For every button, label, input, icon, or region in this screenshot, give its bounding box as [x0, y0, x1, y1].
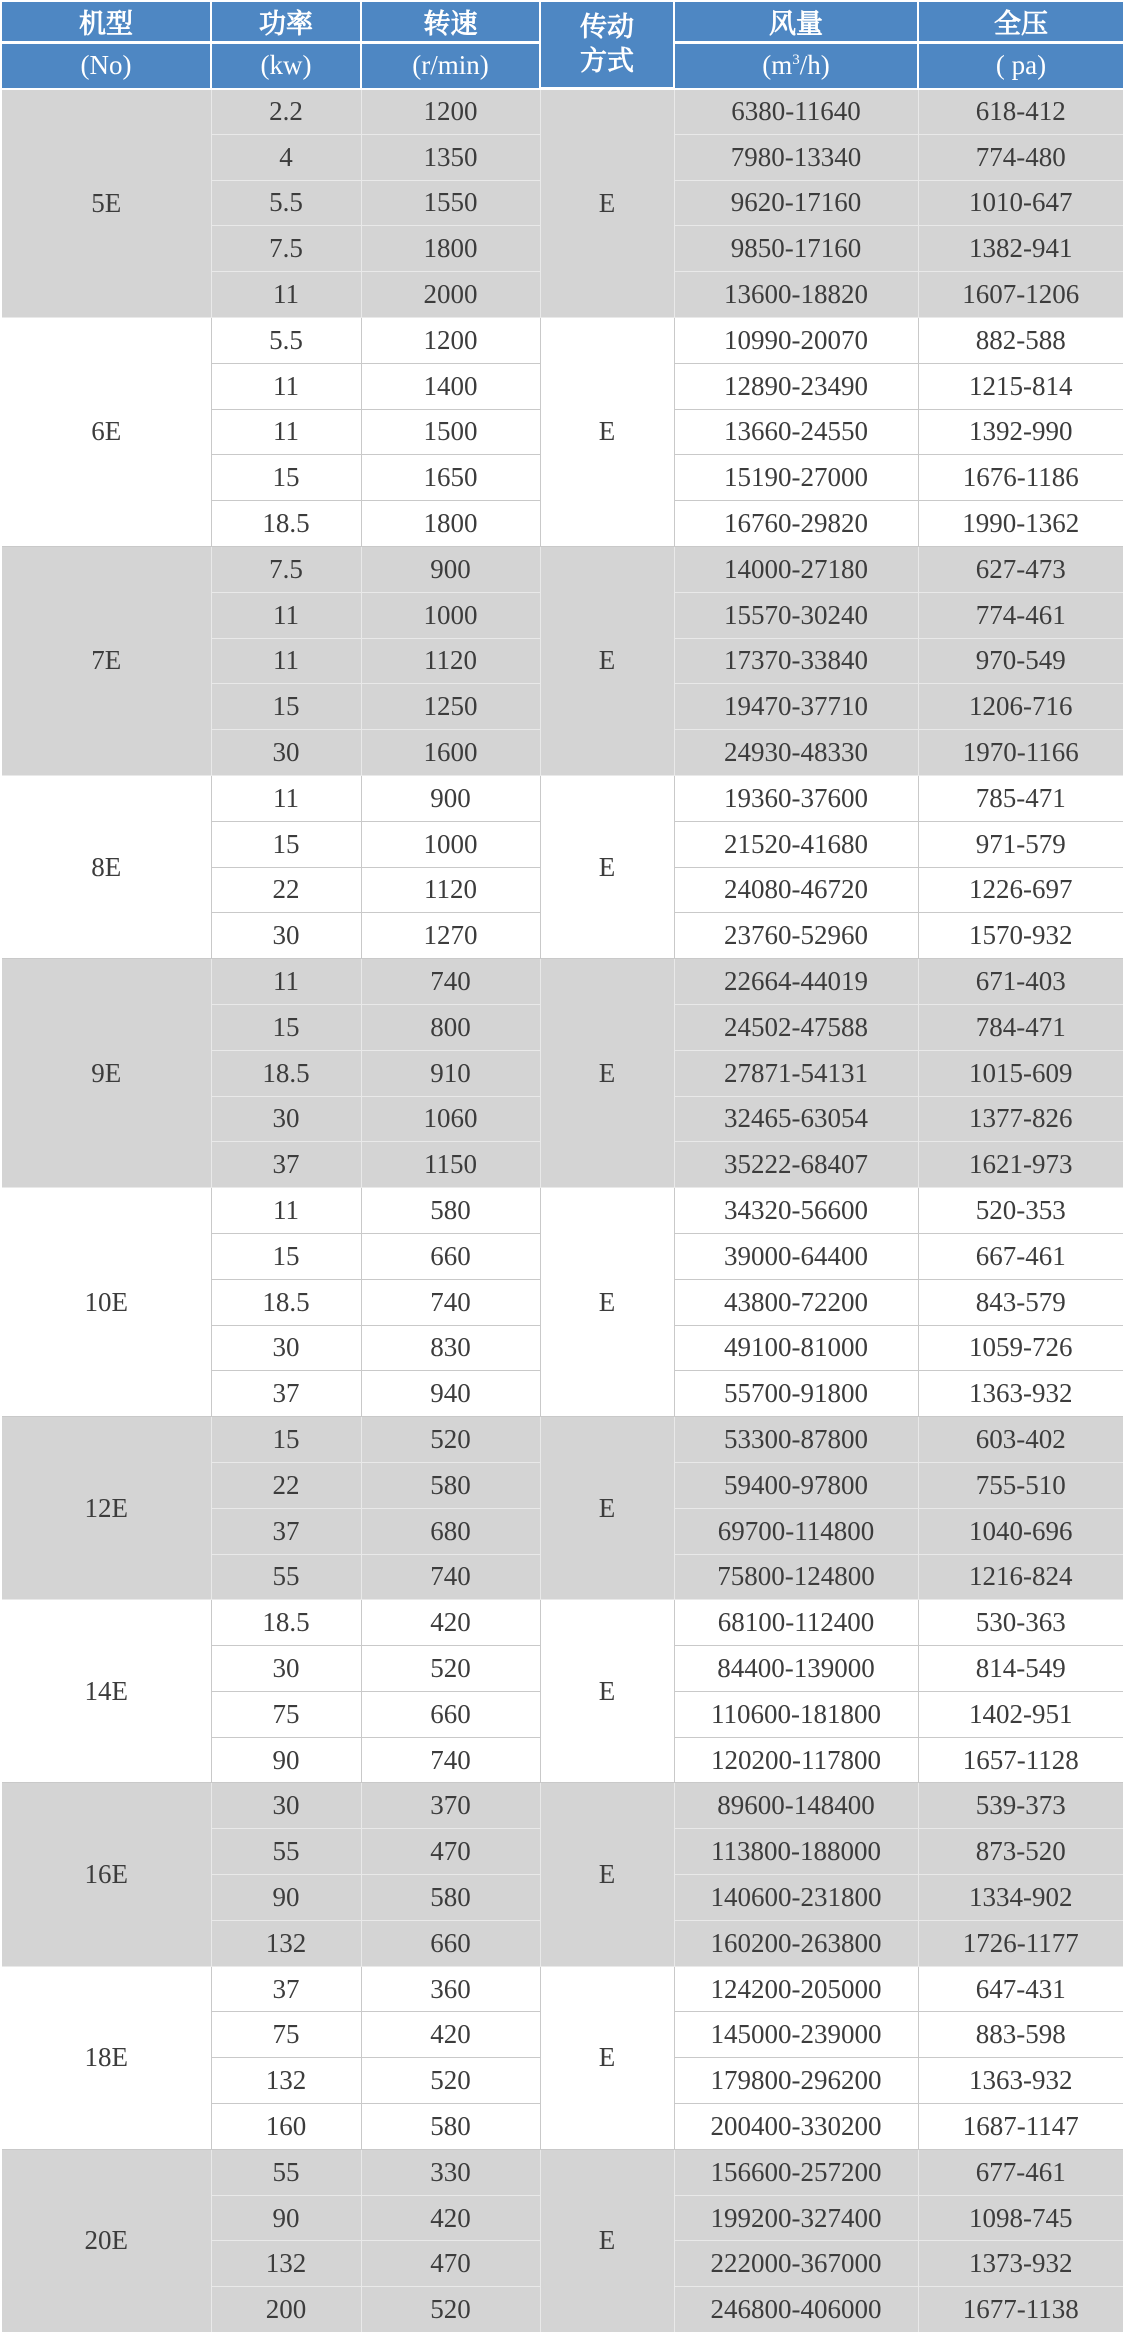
- power-cell: 30: [211, 730, 361, 776]
- drive-cell: E: [540, 317, 674, 546]
- power-cell: 15: [211, 684, 361, 730]
- power-cell: 30: [211, 1783, 361, 1829]
- power-unit-label: (kw): [260, 50, 312, 81]
- pressure-cell: 647-431: [918, 1966, 1123, 2012]
- table-row: [1, 1783, 1123, 1829]
- speed-cell: 420: [361, 1600, 540, 1646]
- pressure-cell: 873-520: [918, 1829, 1123, 1875]
- pressure-cell: 843-579: [918, 1279, 1123, 1325]
- table-body: [1, 89, 1123, 2333]
- airflow-cell: 27871-54131: [674, 1050, 918, 1096]
- power-cell: 11: [211, 1188, 361, 1234]
- power-cell: 5.5: [211, 180, 361, 226]
- airflow-cell: 10990-20070: [674, 317, 918, 363]
- pressure-cell: 667-461: [918, 1233, 1123, 1279]
- speed-cell: 1200: [361, 89, 540, 135]
- airflow-cell: 19470-37710: [674, 684, 918, 730]
- speed-cell: 1600: [361, 730, 540, 776]
- pressure-cell: 627-473: [918, 546, 1123, 592]
- speed-cell: 910: [361, 1050, 540, 1096]
- header-pressure: [918, 1, 1123, 43]
- pressure-cell: 1726-1177: [918, 1920, 1123, 1966]
- airflow-unit-label: $(m^3/h)$: [762, 50, 830, 81]
- speed-cell: 1550: [361, 180, 540, 226]
- airflow-cell: 23760-52960: [674, 913, 918, 959]
- power-cell: 75: [211, 2012, 361, 2058]
- pressure-cell: 671-403: [918, 959, 1123, 1005]
- airflow-cell: 12890-23490: [674, 363, 918, 409]
- pressure-cell: 1607-1206: [918, 272, 1123, 318]
- table-row: [1, 1188, 1123, 1234]
- power-cell: 37: [211, 1508, 361, 1554]
- drive-cell: E: [540, 1417, 674, 1600]
- airflow-cell: 6380-11640: [674, 89, 918, 135]
- speed-cell: 660: [361, 1920, 540, 1966]
- pressure-cell: 755-510: [918, 1462, 1123, 1508]
- airflow-cell: 246800-406000: [674, 2287, 918, 2333]
- pressure-cell: 1010-647: [918, 180, 1123, 226]
- drive-cell: E: [540, 1188, 674, 1417]
- airflow-cell: 24080-46720: [674, 867, 918, 913]
- speed-cell: 800: [361, 1004, 540, 1050]
- airflow-cell: 113800-188000: [674, 1829, 918, 1875]
- pressure-cell: 1098-745: [918, 2195, 1123, 2241]
- speed-cell: 2000: [361, 272, 540, 318]
- pressure-cell: 1015-609: [918, 1050, 1123, 1096]
- header-airflow-label: 风量: [769, 9, 823, 39]
- speed-cell: 1000: [361, 821, 540, 867]
- speed-cell: 1150: [361, 1142, 540, 1188]
- airflow-cell: 24502-47588: [674, 1004, 918, 1050]
- airflow-cell: 110600-181800: [674, 1691, 918, 1737]
- model-cell: 12E: [1, 1417, 211, 1600]
- speed-cell: 1400: [361, 363, 540, 409]
- speed-cell: 1500: [361, 409, 540, 455]
- pressure-cell: 1040-696: [918, 1508, 1123, 1554]
- pressure-cell: 1206-716: [918, 684, 1123, 730]
- pressure-cell: 1216-824: [918, 1554, 1123, 1600]
- header-airflow: [674, 1, 918, 43]
- airflow-cell: 124200-205000: [674, 1966, 918, 2012]
- airflow-cell: 53300-87800: [674, 1417, 918, 1463]
- airflow-cell: 160200-263800: [674, 1920, 918, 1966]
- header-speed: [361, 1, 540, 43]
- table-row: [1, 89, 1123, 135]
- power-cell: 11: [211, 638, 361, 684]
- pressure-cell: 603-402: [918, 1417, 1123, 1463]
- table-row: [1, 317, 1123, 363]
- drive-cell: E: [540, 1600, 674, 1783]
- speed-cell: 580: [361, 2104, 540, 2150]
- pressure-cell: 1059-726: [918, 1325, 1123, 1371]
- header-power-unit: [211, 43, 361, 89]
- pressure-cell: 1373-932: [918, 2241, 1123, 2287]
- airflow-cell: 43800-72200: [674, 1279, 918, 1325]
- pressure-cell: 774-480: [918, 134, 1123, 180]
- speed-cell: 660: [361, 1233, 540, 1279]
- speed-cell: 1120: [361, 867, 540, 913]
- airflow-cell: 84400-139000: [674, 1646, 918, 1692]
- pressure-cell: 530-363: [918, 1600, 1123, 1646]
- power-cell: 22: [211, 1462, 361, 1508]
- header-drive: [540, 1, 674, 89]
- header-model-label: 机型: [79, 9, 133, 39]
- airflow-cell: 15570-30240: [674, 592, 918, 638]
- model-cell: 16E: [1, 1783, 211, 1966]
- airflow-cell: 49100-81000: [674, 1325, 918, 1371]
- pressure-cell: 677-461: [918, 2149, 1123, 2195]
- speed-cell: 1800: [361, 501, 540, 547]
- speed-cell: 520: [361, 2287, 540, 2333]
- speed-cell: 580: [361, 1188, 540, 1234]
- pressure-cell: 814-549: [918, 1646, 1123, 1692]
- power-cell: 132: [211, 2241, 361, 2287]
- header-pressure-unit: [918, 43, 1123, 89]
- pressure-cell: 1402-951: [918, 1691, 1123, 1737]
- speed-cell: 830: [361, 1325, 540, 1371]
- header-airflow-unit: [674, 43, 918, 89]
- model-cell: 14E: [1, 1600, 211, 1783]
- speed-cell: 420: [361, 2012, 540, 2058]
- table-row: [1, 1600, 1123, 1646]
- header-power: [211, 1, 361, 43]
- speed-cell: 420: [361, 2195, 540, 2241]
- airflow-cell: 32465-63054: [674, 1096, 918, 1142]
- airflow-cell: 15190-27000: [674, 455, 918, 501]
- speed-cell: 1060: [361, 1096, 540, 1142]
- pressure-cell: 1970-1166: [918, 730, 1123, 776]
- pressure-cell: 1377-826: [918, 1096, 1123, 1142]
- drive-cell: E: [540, 775, 674, 958]
- speed-cell: 370: [361, 1783, 540, 1829]
- airflow-cell: 21520-41680: [674, 821, 918, 867]
- airflow-cell: 179800-296200: [674, 2058, 918, 2104]
- power-cell: 15: [211, 1004, 361, 1050]
- speed-cell: 1650: [361, 455, 540, 501]
- power-cell: 7.5: [211, 226, 361, 272]
- pressure-cell: 1657-1128: [918, 1737, 1123, 1783]
- model-cell: 10E: [1, 1188, 211, 1417]
- pressure-cell: 1334-902: [918, 1875, 1123, 1921]
- airflow-cell: 156600-257200: [674, 2149, 918, 2195]
- power-cell: 11: [211, 272, 361, 318]
- pressure-cell: 618-412: [918, 89, 1123, 135]
- pressure-cell: 774-461: [918, 592, 1123, 638]
- header-speed-label: 转速: [423, 9, 478, 39]
- speed-cell: 1120: [361, 638, 540, 684]
- airflow-cell: 13660-24550: [674, 409, 918, 455]
- airflow-cell: 35222-68407: [674, 1142, 918, 1188]
- power-cell: 160: [211, 2104, 361, 2150]
- speed-cell: 940: [361, 1371, 540, 1417]
- drive-cell: E: [540, 2149, 674, 2332]
- power-cell: 11: [211, 775, 361, 821]
- model-cell: 18E: [1, 1966, 211, 2149]
- speed-cell: 660: [361, 1691, 540, 1737]
- pressure-cell: 1392-990: [918, 409, 1123, 455]
- pressure-cell: 520-353: [918, 1188, 1123, 1234]
- power-cell: 132: [211, 2058, 361, 2104]
- pressure-cell: 1990-1362: [918, 501, 1123, 547]
- pressure-cell: 1676-1186: [918, 455, 1123, 501]
- header-speed-unit: [361, 43, 540, 89]
- pressure-cell: 971-579: [918, 821, 1123, 867]
- speed-cell: 520: [361, 1646, 540, 1692]
- airflow-cell: 39000-64400: [674, 1233, 918, 1279]
- pressure-cell: 1677-1138: [918, 2287, 1123, 2333]
- speed-cell: 330: [361, 2149, 540, 2195]
- speed-cell: 360: [361, 1966, 540, 2012]
- power-cell: 11: [211, 959, 361, 1005]
- pressure-unit-label: ( pa): [995, 50, 1047, 81]
- table-row: [1, 775, 1123, 821]
- drive-cell: E: [540, 546, 674, 775]
- power-cell: 18.5: [211, 501, 361, 547]
- table-row: [1, 1966, 1123, 2012]
- speed-cell: 740: [361, 1279, 540, 1325]
- model-cell: 7E: [1, 546, 211, 775]
- airflow-cell: 22664-44019: [674, 959, 918, 1005]
- power-cell: 15: [211, 455, 361, 501]
- power-cell: 90: [211, 1737, 361, 1783]
- airflow-cell: 222000-367000: [674, 2241, 918, 2287]
- power-cell: 18.5: [211, 1600, 361, 1646]
- speed-cell: 580: [361, 1875, 540, 1921]
- airflow-cell: 17370-33840: [674, 638, 918, 684]
- power-cell: 4: [211, 134, 361, 180]
- airflow-cell: 13600-18820: [674, 272, 918, 318]
- table-header: [1, 1, 1123, 89]
- power-cell: 22: [211, 867, 361, 913]
- power-cell: 18.5: [211, 1279, 361, 1325]
- drive-cell: E: [540, 1783, 674, 1966]
- airflow-cell: 9850-17160: [674, 226, 918, 272]
- power-cell: 15: [211, 1233, 361, 1279]
- pressure-cell: 1226-697: [918, 867, 1123, 913]
- airflow-cell: 19360-37600: [674, 775, 918, 821]
- table-row: [1, 2149, 1123, 2195]
- airflow-cell: 14000-27180: [674, 546, 918, 592]
- speed-cell: 740: [361, 1554, 540, 1600]
- speed-cell: 1800: [361, 226, 540, 272]
- pressure-cell: 1382-941: [918, 226, 1123, 272]
- pressure-cell: 539-373: [918, 1783, 1123, 1829]
- power-cell: 75: [211, 1691, 361, 1737]
- airflow-unit-superscript: 3: [792, 52, 800, 69]
- power-cell: 11: [211, 363, 361, 409]
- airflow-cell: 7980-13340: [674, 134, 918, 180]
- model-cell: 5E: [1, 89, 211, 318]
- power-cell: 200: [211, 2287, 361, 2333]
- model-cell: 9E: [1, 959, 211, 1188]
- power-cell: 18.5: [211, 1050, 361, 1096]
- speed-cell: 580: [361, 1462, 540, 1508]
- airflow-cell: 55700-91800: [674, 1371, 918, 1417]
- airflow-cell: 145000-239000: [674, 2012, 918, 2058]
- speed-cell: 1000: [361, 592, 540, 638]
- airflow-cell: 9620-17160: [674, 180, 918, 226]
- pressure-cell: 1363-932: [918, 2058, 1123, 2104]
- pressure-cell: 785-471: [918, 775, 1123, 821]
- pressure-cell: 1570-932: [918, 913, 1123, 959]
- model-cell: 6E: [1, 317, 211, 546]
- header-pressure-label: 全压: [994, 9, 1048, 39]
- model-unit-label: (No): [80, 50, 132, 81]
- header-row-zh: [1, 1, 1123, 43]
- pressure-cell: 1363-932: [918, 1371, 1123, 1417]
- airflow-cell: 34320-56600: [674, 1188, 918, 1234]
- power-cell: 37: [211, 1966, 361, 2012]
- airflow-cell: 75800-124800: [674, 1554, 918, 1600]
- pressure-cell: 883-598: [918, 2012, 1123, 2058]
- airflow-cell: 120200-117800: [674, 1737, 918, 1783]
- airflow-cell: 16760-29820: [674, 501, 918, 547]
- header-model-unit: [1, 43, 211, 89]
- power-cell: 90: [211, 1875, 361, 1921]
- speed-cell: 740: [361, 959, 540, 1005]
- power-cell: 90: [211, 2195, 361, 2241]
- speed-cell: 470: [361, 2241, 540, 2287]
- speed-cell: 520: [361, 2058, 540, 2104]
- airflow-cell: 89600-148400: [674, 1783, 918, 1829]
- airflow-cell: 69700-114800: [674, 1508, 918, 1554]
- power-cell: 7.5: [211, 546, 361, 592]
- power-cell: 2.2: [211, 89, 361, 135]
- speed-cell: 1270: [361, 913, 540, 959]
- power-cell: 15: [211, 821, 361, 867]
- power-cell: 55: [211, 1554, 361, 1600]
- header-drive-line2: 方式: [580, 45, 634, 76]
- power-cell: 15: [211, 1417, 361, 1463]
- model-cell: 20E: [1, 2149, 211, 2332]
- power-cell: 55: [211, 2149, 361, 2195]
- speed-cell: 1200: [361, 317, 540, 363]
- pressure-cell: 1687-1147: [918, 2104, 1123, 2150]
- speed-cell: 520: [361, 1417, 540, 1463]
- speed-cell: 1350: [361, 134, 540, 180]
- speed-cell: 900: [361, 546, 540, 592]
- airflow-cell: 199200-327400: [674, 2195, 918, 2241]
- pressure-cell: 1621-973: [918, 1142, 1123, 1188]
- speed-cell: 680: [361, 1508, 540, 1554]
- pressure-cell: 784-471: [918, 1004, 1123, 1050]
- power-cell: 30: [211, 913, 361, 959]
- pressure-cell: 970-549: [918, 638, 1123, 684]
- power-cell: 30: [211, 1325, 361, 1371]
- airflow-cell: 24930-48330: [674, 730, 918, 776]
- drive-cell: E: [540, 1966, 674, 2149]
- header-power-label: 功率: [259, 9, 313, 39]
- power-cell: 37: [211, 1142, 361, 1188]
- power-cell: 37: [211, 1371, 361, 1417]
- drive-cell: E: [540, 89, 674, 318]
- table-row: [1, 546, 1123, 592]
- airflow-cell: 140600-231800: [674, 1875, 918, 1921]
- speed-cell: 740: [361, 1737, 540, 1783]
- header-model: [1, 1, 211, 43]
- header-drive-line1: 传动: [580, 11, 634, 42]
- airflow-cell: 59400-97800: [674, 1462, 918, 1508]
- pressure-cell: 1215-814: [918, 363, 1123, 409]
- speed-unit-label: (r/min): [412, 50, 489, 81]
- table-row: [1, 1417, 1123, 1463]
- model-cell: 8E: [1, 775, 211, 958]
- speed-cell: 1250: [361, 684, 540, 730]
- airflow-cell: 200400-330200: [674, 2104, 918, 2150]
- power-cell: 55: [211, 1829, 361, 1875]
- speed-cell: 470: [361, 1829, 540, 1875]
- power-cell: 5.5: [211, 317, 361, 363]
- power-cell: 132: [211, 1920, 361, 1966]
- power-cell: 11: [211, 409, 361, 455]
- drive-cell: E: [540, 959, 674, 1188]
- power-cell: 30: [211, 1646, 361, 1692]
- power-cell: 11: [211, 592, 361, 638]
- power-cell: 30: [211, 1096, 361, 1142]
- table-row: [1, 959, 1123, 1005]
- pressure-cell: 882-588: [918, 317, 1123, 363]
- airflow-cell: 68100-112400: [674, 1600, 918, 1646]
- speed-cell: 900: [361, 775, 540, 821]
